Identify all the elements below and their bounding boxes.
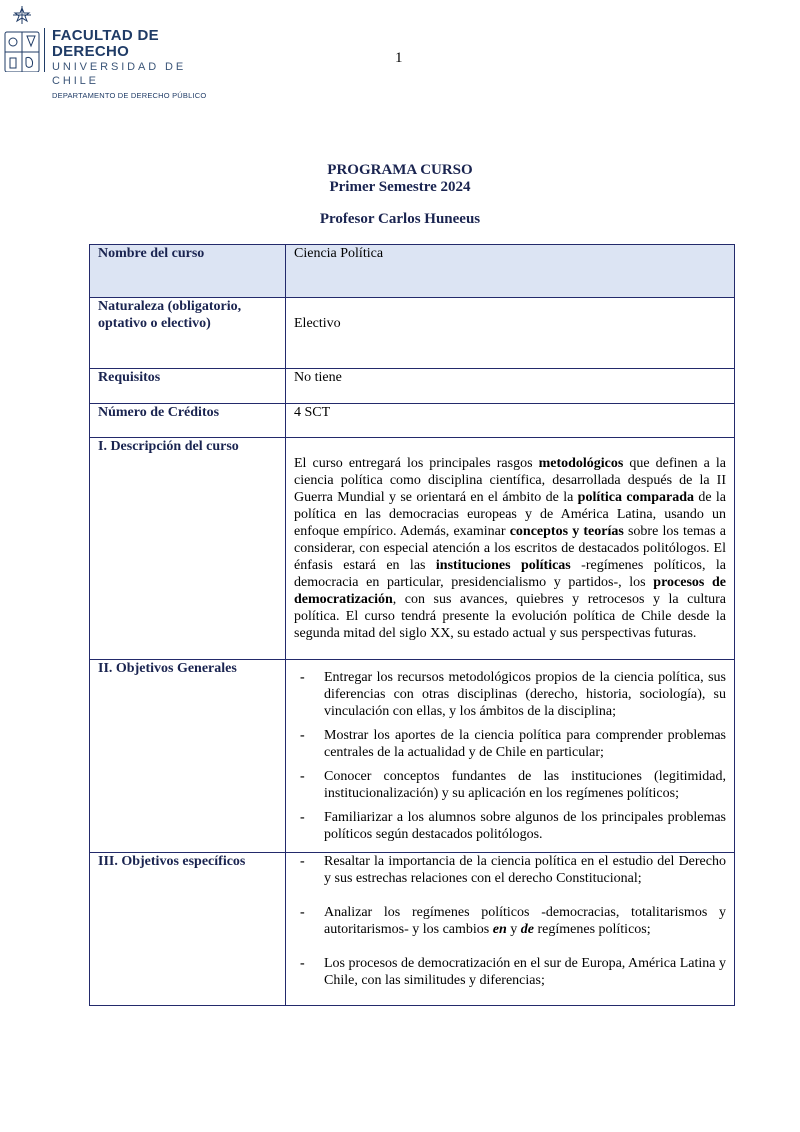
logo-faculty-name: FACULTAD DE DERECHO <box>52 27 159 60</box>
specific-objective-item: - Resaltar la importancia de la ciencia política en el estudio del Derecho y sus estrechas relaciones con el derecho Constitucional; <box>294 853 726 887</box>
description-text-part: que definen a la ciencia política como disciplina científica, desarrollada después de la II Guerra Mundial y se orientará en el ámbito de la <box>294 456 726 505</box>
description-cell <box>286 438 735 660</box>
description-keyword: instituciones políticas <box>435 558 571 573</box>
general-objectives-label: II. Objetivos Generales <box>90 660 286 853</box>
specific-objective-emphasis: de <box>520 922 534 937</box>
course-name-row <box>90 245 735 298</box>
general-objective-item: - Conocer conceptos fundantes de las instituciones (legitimidad, institucionalización) y su aplicación en los regímenes políticos; <box>294 768 726 802</box>
specific-objectives-label: III. Objetivos específicos <box>90 853 286 1006</box>
requirements-value: No tiene <box>286 369 735 404</box>
general-objectives-list <box>294 660 726 852</box>
description-row <box>90 438 735 660</box>
specific-objectives-cell <box>286 853 735 1006</box>
professor-heading: Profesor Carlos Huneeus <box>319 211 481 227</box>
specific-objectives-list <box>294 853 726 1005</box>
page-number: 1 <box>395 50 403 66</box>
specific-objective-item <box>294 904 726 938</box>
course-name-value: Ciencia Política <box>286 245 735 298</box>
description-keyword: metodológicos <box>538 456 624 471</box>
description-text <box>294 438 726 659</box>
specific-objective-text-part: Analizar los regímenes políticos -democracias, totalitarismos y autoritarismos- y los cambios <box>324 905 726 937</box>
description-keyword: procesos de democratización <box>294 575 726 607</box>
credits-label: Número de Créditos <box>90 404 286 438</box>
nature-label-text: Naturaleza (obligatorio, optativo o electivo) <box>98 299 242 331</box>
description-keyword: conceptos y teorías <box>509 524 624 539</box>
logo-university-name: UNIVERSIDAD DE CHILE <box>52 61 187 87</box>
logo-department-name: DEPARTAMENTO DE DERECHO PÚBLICO <box>52 91 207 100</box>
nature-row <box>90 298 735 369</box>
requirements-label: Requisitos <box>90 369 286 404</box>
description-text-part: El curso entregará los principales rasgos <box>294 456 539 471</box>
nature-value: Electivo <box>294 316 341 331</box>
credits-value: 4 SCT <box>286 404 735 438</box>
logo-text <box>52 28 230 102</box>
general-objective-item: - Familiarizar a los alumnos sobre algunos de los principales problemas políticos según destacados politólogos. <box>294 809 726 843</box>
general-objectives-row <box>90 660 735 853</box>
requirements-row <box>90 369 735 404</box>
specific-objective-text-part: y <box>506 922 521 937</box>
credits-row <box>90 404 735 438</box>
general-objective-item: - Mostrar los aportes de la ciencia política para comprender problemas centrales de la actualidad y de Chile en particular; <box>294 727 726 761</box>
university-emblem-icon <box>2 6 42 72</box>
general-objective-item: - Entregar los recursos metodológicos propios de la ciencia política, sus diferencias con otras disciplinas (derecho, historia, sociología), su vinculación con ellas, y los ámbitos de la disciplina; <box>294 669 726 720</box>
nature-value-cell <box>286 298 735 369</box>
document-title: PROGRAMA CURSO <box>327 162 473 178</box>
description-text-part: -regímenes políticos, la democracia en particular, presidencialismo y partidos-, los <box>294 558 726 590</box>
description-label: I. Descripción del curso <box>90 438 286 660</box>
specific-objective-emphasis: en <box>492 922 507 937</box>
semester-heading: Primer Semestre 2024 <box>329 179 471 195</box>
specific-objective-item: - Los procesos de democratización en el sur de Europa, América Latina y Chile, con las similitudes y diferencias; <box>294 955 726 989</box>
description-text-part: sobre los temas a considerar, con especial atención a los escritos de destacados politólogos. El énfasis estará en las <box>294 524 726 573</box>
course-name-label: Nombre del curso <box>90 245 286 298</box>
general-objectives-cell <box>286 660 735 853</box>
description-text-part: , con sus avances, quiebres y retrocesos y la cultura política. El curso tendrá presente la evolución política de Chile desde la segunda mitad del siglo XX, su estado actual y sus perspectivas futuras. <box>294 592 726 641</box>
specific-objective-text-part: regímenes políticos; <box>533 922 651 937</box>
logo-divider <box>44 28 45 72</box>
course-info-table <box>89 244 735 1006</box>
nature-label <box>90 298 286 369</box>
description-keyword: política comparada <box>577 490 694 505</box>
specific-objectives-row <box>90 853 735 1006</box>
faculty-logo <box>0 2 230 100</box>
description-text-part: de la política en las democracias europeas y de América Latina, usando un enfoque empírico. Además, examinar <box>294 490 727 539</box>
